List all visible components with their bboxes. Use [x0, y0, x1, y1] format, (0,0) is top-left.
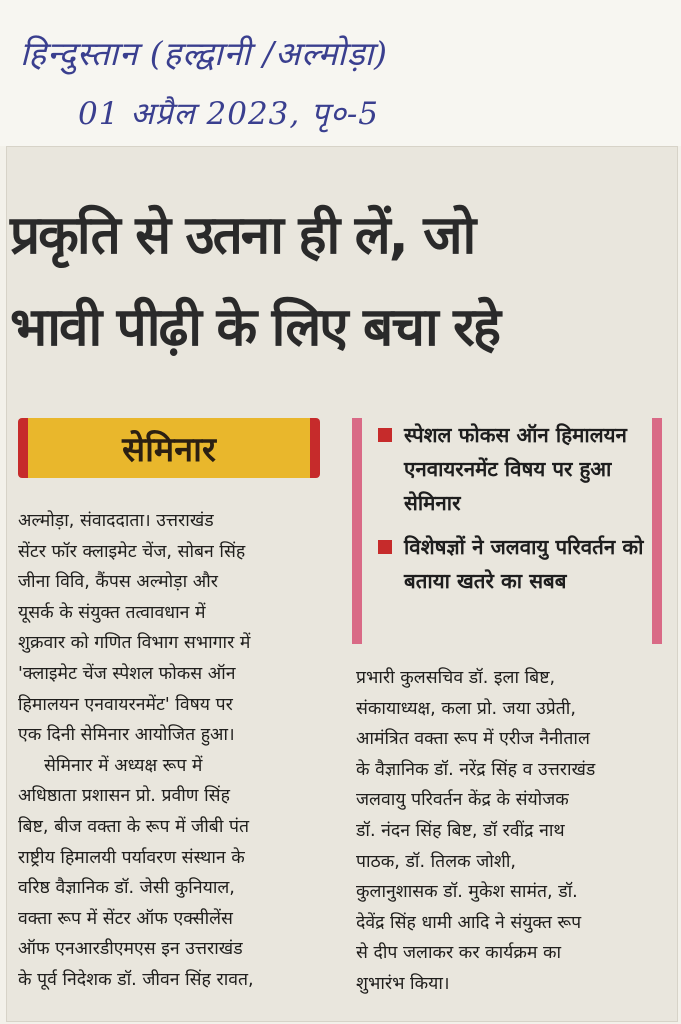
text-line: के पूर्व निदेशक डॉ. जीवन सिंह रावत,	[18, 969, 254, 990]
bullet-square-icon	[378, 428, 392, 442]
highlight-text: स्पेशल फोकस ऑन हिमालयन एनवायरनमेंट विषय पर हुआ सेमिनार	[404, 423, 627, 515]
text-line: 'क्लाइमेट चेंज स्पेशल फोकस ऑन	[18, 663, 236, 684]
highlights-box	[352, 418, 662, 644]
text-line: यूसर्क के संयुक्त तत्वावधान में	[18, 602, 206, 623]
handwritten-source: हिन्दुस्तान (हल्द्वानी /अल्मोड़ा)	[20, 34, 389, 73]
text-line: के वैज्ञानिक डॉ. नरेंद्र सिंह व उत्तराखंड	[356, 759, 596, 780]
text-line: पाठक, डॉ. तिलक जोशी,	[356, 851, 516, 872]
text-line: हिमालयन एनवायरनमेंट' विषय पर	[18, 694, 233, 715]
headline	[10, 190, 670, 374]
text-line: अल्मोड़ा, संवाददाता। उत्तराखंड	[18, 511, 214, 531]
text-line: प्रभारी कुलसचिव डॉ. इला बिष्ट,	[356, 668, 556, 688]
section-label: सेमिनार	[122, 430, 216, 470]
article-column-right	[356, 663, 662, 1000]
text-line: शुक्रवार को गणित विभाग सभागार में	[18, 633, 251, 654]
article-column-left	[18, 506, 324, 996]
text-line: राष्ट्रीय हिमालयी पर्यावरण संस्थान के	[18, 847, 245, 868]
text-line: डॉ. नंदन सिंह बिष्ट, डॉ रवींद्र नाथ	[356, 820, 565, 841]
text-line: वक्ता रूप में सेंटर ऑफ एक्सीलेंस	[18, 908, 233, 929]
text-line: सेमिनार में अध्यक्ष रूप में	[44, 755, 203, 776]
text-line: जीना विवि, कैंपस अल्मोड़ा और	[18, 572, 218, 593]
text-line: वरिष्ठ वैज्ञानिक डॉ. जेसी कुनियाल,	[18, 878, 235, 899]
text-line: से दीप जलाकर कर कार्यक्रम का	[356, 943, 562, 964]
headline-line-1: प्रकृति से उतना ही लें, जो	[10, 205, 475, 266]
highlight-item	[378, 418, 648, 520]
handwritten-note	[0, 0, 681, 146]
text-line: बिष्ट, बीज वक्ता के रूप में जीबी पंत	[18, 816, 250, 837]
highlight-text: विशेषज्ञों ने जलवायु परिवर्तन को बताया खतरे का सबब	[404, 535, 644, 593]
text-line: अधिष्ठाता प्रशासन प्रो. प्रवीण सिंह	[18, 786, 230, 807]
text-line: देवेंद्र सिंह धामी आदि ने संयुक्त रूप	[356, 912, 582, 933]
text-line: संकायाध्यक्ष, कला प्रो. जया उप्रेती,	[356, 698, 576, 719]
text-line: ऑफ एनआरडीएमएस इन उत्तराखंड	[18, 939, 243, 960]
bullet-square-icon	[378, 540, 392, 554]
highlight-item	[378, 530, 648, 598]
text-line: एक दिनी सेमिनार आयोजित हुआ।	[18, 725, 235, 746]
text-line: जलवायु परिवर्तन केंद्र के संयोजक	[356, 790, 569, 811]
handwritten-date-page: 01 अप्रैल 2023, पृ०-5	[78, 96, 380, 132]
section-tag	[18, 418, 320, 478]
text-line: सेंटर फॉर क्लाइमेट चेंज, सोबन सिंह	[18, 541, 246, 562]
text-line: शुभारंभ किया।	[356, 973, 450, 994]
text-line: कुलानुशासक डॉ. मुकेश सामंत, डॉ.	[356, 882, 578, 903]
text-line: आमंत्रित वक्ता रूप में एरीज नैनीताल	[356, 729, 590, 750]
headline-line-2: भावी पीढ़ी के लिए बचा रहे	[10, 297, 499, 358]
